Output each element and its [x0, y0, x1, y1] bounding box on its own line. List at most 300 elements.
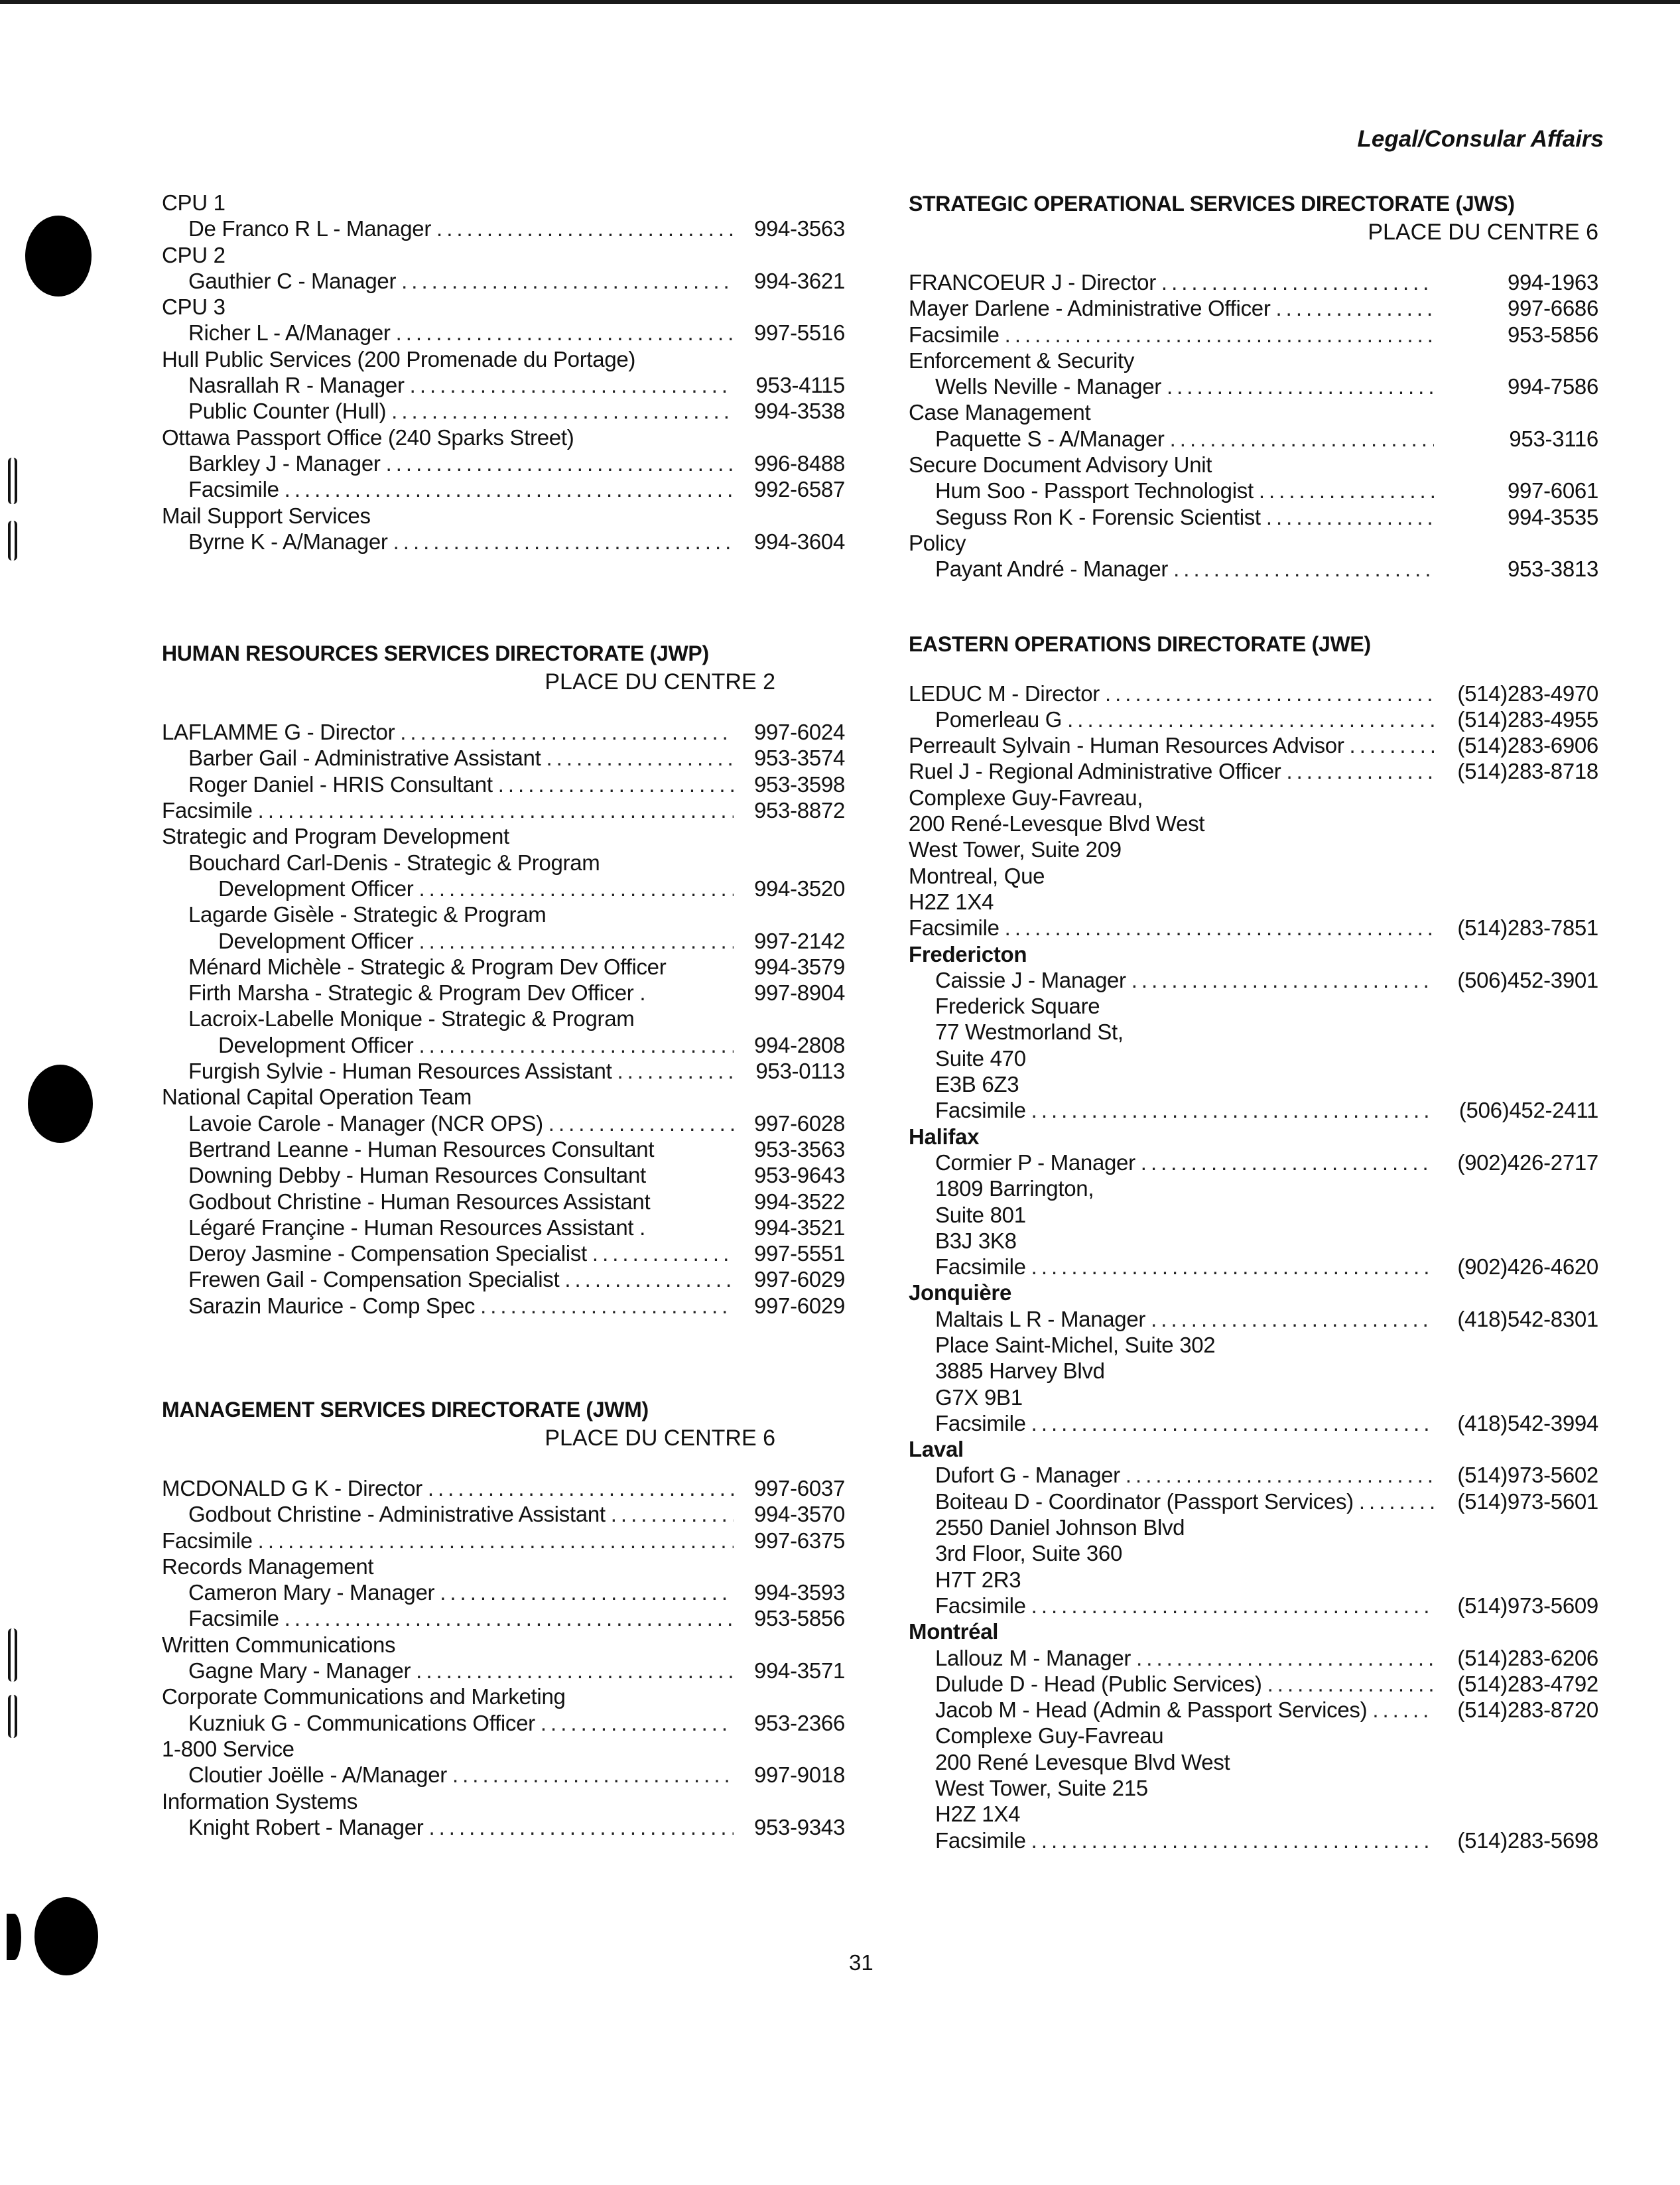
phone-number: (514)283-6906 [1457, 733, 1598, 758]
entry-name: Corporate Communications and Marketing [162, 1684, 566, 1709]
phone-number: 953-3813 [1507, 557, 1598, 582]
entry-name: Gagne Mary - Manager [188, 1658, 411, 1684]
directory-label [909, 1384, 1598, 1410]
phone-number: (902)426-2717 [1457, 1150, 1598, 1175]
phone-number: 994-3593 [753, 1580, 845, 1605]
entry-name: Facsimile [188, 477, 279, 502]
entry-name: Development Officer [218, 1032, 414, 1057]
entry-name: Facsimile [909, 915, 1000, 941]
phone-number: 994-3535 [1507, 504, 1598, 529]
dot-leader [1170, 426, 1434, 452]
entry-name: Knight Robert - Manager [188, 1814, 424, 1839]
binder-clip-mark [8, 1695, 17, 1738]
dot-leader [480, 1293, 734, 1319]
directory-label [162, 1632, 845, 1658]
entry-name: G7X 9B1 [935, 1384, 1023, 1410]
entry-name: Facsimile [162, 798, 253, 823]
phone-number: 994-3520 [753, 876, 845, 901]
entry-name: 1-800 Service [162, 1736, 294, 1761]
directory-label [162, 1684, 845, 1709]
entry-name: Facsimile [935, 1410, 1026, 1435]
dot-leader [419, 876, 734, 901]
phone-number: 997-5551 [753, 1241, 845, 1266]
phone-number: 994-3570 [753, 1502, 845, 1527]
directory-entry [909, 758, 1598, 784]
directory-entry [162, 1528, 845, 1554]
entry-name: Cormier P - Manager [935, 1150, 1135, 1175]
entry-name: Lacroix-Labelle Monique - Strategic & Program [188, 1006, 635, 1031]
directory-label [909, 889, 1598, 915]
phone-number: 994-3521 [753, 1215, 845, 1240]
phone-number: 994-3538 [753, 399, 845, 424]
entry-name: 3rd Floor, Suite 360 [935, 1541, 1123, 1566]
section-title-hr: HUMAN RESOURCES SERVICES DIRECTORATE (JWP) [162, 641, 709, 666]
entry-name: 200 René-Levesque Blvd West [909, 811, 1205, 836]
directory-label [909, 836, 1598, 862]
phone-number: 994-3563 [753, 216, 845, 241]
page-top-edge [0, 0, 1680, 4]
directory-label [162, 850, 845, 876]
entry-name: MCDONALD G K - Director [162, 1475, 422, 1500]
entry-name: Lagarde Gisèle - Strategic & Program [188, 902, 547, 927]
phone-number: (514)283-8718 [1457, 759, 1598, 784]
directory-entry [909, 556, 1598, 582]
entry-name: Pomerleau G [935, 706, 1063, 732]
entry-name: Facsimile [909, 322, 1000, 347]
entry-name: Sarazin Maurice - Comp Spec [188, 1293, 476, 1318]
directory-entry [162, 476, 845, 502]
entry-name: Lallouz M - Manager [935, 1645, 1131, 1670]
directory-entry [162, 771, 845, 797]
entry-name: Downing Debby - Human Resources Consultant [188, 1163, 646, 1188]
entry-name: Mail Support Services [162, 503, 371, 528]
dot-leader [541, 1710, 734, 1736]
entry-name: Policy [909, 530, 966, 555]
directory-entry [909, 681, 1598, 706]
binder-clip-mark [8, 458, 17, 504]
directory-label [909, 452, 1598, 478]
directory-entry [162, 398, 845, 424]
phone-number: 953-3563 [753, 1136, 845, 1161]
running-header: Legal/Consular Affairs [1357, 126, 1604, 152]
dot-leader [258, 1528, 734, 1554]
phone-number: (418)542-8301 [1457, 1306, 1598, 1331]
dot-leader [400, 719, 734, 745]
office-heading [909, 941, 1598, 967]
phone-number: (514)283-4792 [1457, 1671, 1598, 1696]
phone-number: (506)452-3901 [1457, 967, 1598, 992]
entry-name: Lavoie Carole - Manager (NCR OPS) [188, 1110, 543, 1136]
entry-name: Ruel J - Regional Administrative Officer [909, 759, 1281, 784]
directory-entry [909, 1306, 1598, 1332]
entry-name: Complexe Guy-Favreau, [909, 785, 1143, 810]
dot-leader [258, 797, 734, 823]
dot-leader [1266, 504, 1434, 530]
dot-leader [410, 372, 734, 398]
dot-leader [549, 1110, 734, 1136]
binder-hole [28, 1065, 93, 1143]
entry-name: Ottawa Passport Office (240 Sparks Street) [162, 425, 574, 450]
entry-name: Hull Public Services (200 Promenade du Portage) [162, 346, 636, 371]
entry-name: Case Management [909, 400, 1091, 425]
entry-name: Seguss Ron K - Forensic Scientist [935, 504, 1261, 529]
dot-leader [564, 1266, 734, 1292]
entry-name: CPU 2 [162, 242, 226, 267]
directory-entry [162, 719, 845, 745]
entry-name: FRANCOEUR J - Director [909, 270, 1156, 295]
directory-entry [162, 1110, 845, 1136]
phone-number: 997-6061 [1507, 478, 1598, 503]
dot-leader [1031, 1827, 1434, 1853]
directory-entry [162, 1475, 845, 1501]
phone-number: 992-6587 [753, 477, 845, 502]
entry-name: Facsimile [935, 1593, 1026, 1618]
entry-name: Byrne K - A/Manager [188, 529, 388, 554]
phone-number: (514)283-5698 [1457, 1827, 1598, 1853]
phone-number: 997-6686 [1507, 296, 1598, 321]
phone-number: 953-5856 [1507, 322, 1598, 347]
directory-entry [162, 1579, 845, 1605]
directory-entry [909, 1150, 1598, 1175]
directory-entry [162, 1658, 845, 1684]
entry-name: Facsimile [162, 1528, 253, 1553]
phone-number: 994-3579 [753, 954, 845, 979]
directory-label [909, 1202, 1598, 1228]
directory-entry [162, 1189, 845, 1215]
directory-label [162, 1006, 845, 1031]
page-number: 31 [849, 1950, 873, 1975]
directory-entry [162, 954, 845, 980]
right-column [909, 190, 1598, 1853]
directory-entry [162, 1215, 845, 1240]
phone-number: 997-6024 [753, 720, 845, 745]
directory-label [162, 901, 845, 927]
location-sos: PLACE DU CENTRE 6 [1368, 220, 1598, 245]
entry-name: West Tower, Suite 215 [935, 1776, 1148, 1801]
directory-label [909, 399, 1598, 425]
directory-entry [909, 1593, 1598, 1619]
entry-name: Written Communications [162, 1632, 396, 1657]
phone-number: 997-5516 [753, 320, 845, 346]
entry-name: Cameron Mary - Manager [188, 1580, 435, 1605]
entry-name: Jacob M - Head (Admin & Passport Services) [935, 1697, 1368, 1723]
entry-name: West Tower, Suite 209 [909, 837, 1122, 862]
entry-name: Facsimile [935, 1254, 1026, 1280]
dot-leader [1167, 373, 1434, 399]
directory-label [162, 1736, 845, 1762]
directory-entry [909, 373, 1598, 399]
entry-name: E3B 6Z3 [935, 1072, 1019, 1097]
phone-number: 997-6028 [753, 1110, 845, 1136]
entry-name: Frederick Square [935, 994, 1100, 1019]
directory-entry [909, 1254, 1598, 1280]
directory-entry [162, 320, 845, 346]
phone-number: 994-7586 [1507, 374, 1598, 399]
entry-name: Suite 470 [935, 1045, 1026, 1071]
dot-leader [1031, 1097, 1434, 1123]
entry-name: Suite 801 [935, 1202, 1026, 1227]
entry-name: 1809 Barrington, [935, 1176, 1094, 1201]
dot-leader [419, 1032, 734, 1058]
directory-entry [909, 1462, 1598, 1488]
dot-leader [1259, 478, 1434, 503]
directory-label [909, 863, 1598, 889]
phone-number: 994-3621 [753, 268, 845, 293]
directory-entry [909, 967, 1598, 993]
dot-leader [1005, 322, 1434, 348]
dot-leader [1105, 681, 1434, 706]
directory-entry [162, 1710, 845, 1736]
directory-label [162, 425, 845, 450]
entry-name: Montréal [909, 1619, 999, 1644]
entry-name: Facsimile [935, 1827, 1026, 1853]
entry-name: H2Z 1X4 [935, 1802, 1021, 1827]
entry-name: Caissie J - Manager [935, 967, 1126, 992]
entry-name: 200 René Levesque Blvd West [935, 1749, 1230, 1774]
directory-label [909, 348, 1598, 373]
sos-listing [909, 269, 1598, 582]
directory-entry [909, 504, 1598, 530]
directory-entry [909, 478, 1598, 503]
office-heading [909, 1436, 1598, 1462]
directory-label [909, 1045, 1598, 1071]
dot-leader [1126, 1462, 1434, 1488]
directory-label [909, 1071, 1598, 1097]
directory-entry [909, 1097, 1598, 1123]
dot-leader [1031, 1410, 1434, 1436]
directory-label [162, 1554, 845, 1579]
entry-name: CPU 3 [162, 295, 226, 320]
directory-label [909, 811, 1598, 836]
dot-leader [1136, 1645, 1434, 1671]
directory-entry [162, 928, 845, 954]
directory-entry [909, 1671, 1598, 1697]
directory-entry [162, 745, 845, 771]
directory-label [162, 823, 845, 849]
phone-number: (418)542-3994 [1457, 1410, 1598, 1435]
entry-name: B3J 3K8 [935, 1228, 1017, 1253]
entry-name: Ménard Michèle - Strategic & Program Dev Officer [188, 954, 667, 979]
entry-name: Furgish Sylvie - Human Resources Assistant [188, 1059, 612, 1084]
directory-entry [909, 322, 1598, 348]
phone-number: 953-3116 [1509, 426, 1598, 451]
dot-leader [1005, 915, 1434, 941]
directory-entry [909, 1410, 1598, 1436]
dot-leader [1031, 1254, 1434, 1280]
entry-name: Paquette S - A/Manager [935, 426, 1165, 451]
directory-entry [162, 1605, 845, 1631]
entry-name: Information Systems [162, 1788, 358, 1814]
dot-leader [428, 1814, 734, 1840]
dot-leader [1286, 758, 1434, 784]
directory-label [162, 1788, 845, 1814]
entry-name: Bouchard Carl-Denis - Strategic & Program [188, 850, 600, 875]
directory-label [162, 294, 845, 320]
phone-number: 953-2366 [753, 1710, 845, 1735]
dot-leader [452, 1762, 734, 1788]
phone-number: 953-9643 [753, 1163, 845, 1188]
dot-leader [1067, 706, 1434, 732]
dot-leader [546, 745, 734, 771]
phone-number: 997-8904 [753, 980, 845, 1006]
entry-name: Cloutier Joëlle - A/Manager [188, 1762, 447, 1788]
office-heading [909, 1280, 1598, 1305]
ms-listing [162, 1475, 845, 1840]
directory-label [909, 1332, 1598, 1358]
phone-number: 994-1963 [1507, 270, 1598, 295]
dot-leader [1161, 269, 1434, 295]
binder-clip-mark [8, 521, 17, 561]
dot-leader [1151, 1306, 1434, 1332]
phone-number: 994-3522 [753, 1189, 845, 1214]
dot-leader [1372, 1697, 1434, 1723]
directory-label [909, 1514, 1598, 1540]
phone-number: 953-8872 [753, 798, 845, 823]
phone-number: (514)283-8720 [1457, 1697, 1598, 1723]
directory-entry [162, 1136, 845, 1162]
entry-name: Roger Daniel - HRIS Consultant [188, 771, 493, 797]
directory-entry [162, 876, 845, 901]
directory-label [909, 1723, 1598, 1749]
phone-number: 997-6029 [753, 1267, 845, 1292]
directory-entry [162, 1240, 845, 1266]
entry-name: National Capital Operation Team [162, 1085, 472, 1110]
directory-entry [909, 1697, 1598, 1723]
entry-name: Frewen Gail - Compensation Specialist [188, 1267, 560, 1292]
dot-leader [396, 320, 734, 346]
directory-label [162, 503, 845, 529]
directory-entry [909, 732, 1598, 758]
directory-label [909, 1358, 1598, 1384]
phone-number: (514)973-5601 [1457, 1489, 1598, 1514]
dot-leader [416, 1658, 734, 1684]
eo-listing [909, 681, 1598, 1853]
dot-leader [440, 1579, 734, 1605]
directory-entry [909, 706, 1598, 732]
office-heading [909, 1124, 1598, 1150]
directory-entry [909, 269, 1598, 295]
phone-number: 997-9018 [753, 1762, 845, 1788]
entry-name: H7T 2R3 [935, 1567, 1021, 1592]
entry-name: Perreault Sylvain - Human Resources Advisor [909, 733, 1344, 758]
entry-name: Public Counter (Hull) [188, 399, 387, 424]
entry-name: Kuzniuk G - Communications Officer [188, 1710, 535, 1735]
entry-name: Maltais L R - Manager [935, 1306, 1146, 1331]
hr-listing [162, 719, 845, 1319]
entry-name: Fredericton [909, 941, 1027, 966]
dot-leader [498, 771, 734, 797]
directory-entry [909, 915, 1598, 941]
directory-entry [162, 797, 845, 823]
directory-entry [909, 1827, 1598, 1853]
phone-number: 953-5856 [753, 1606, 845, 1631]
dot-leader [1267, 1671, 1434, 1697]
office-heading [909, 1619, 1598, 1644]
binder-clip-mark [8, 1628, 17, 1682]
phone-number: 994-3604 [753, 529, 845, 554]
dot-leader [386, 450, 734, 476]
directory-entry [162, 1162, 845, 1188]
dot-leader [436, 216, 734, 241]
phone-number: 953-3598 [753, 771, 845, 797]
entry-name: Facsimile [188, 1606, 279, 1631]
dot-leader [1359, 1489, 1434, 1514]
entry-name: 3885 Harvey Blvd [935, 1358, 1105, 1384]
phone-number: 997-6375 [753, 1528, 845, 1553]
directory-label [162, 190, 845, 216]
directory-label [162, 242, 845, 268]
directory-entry [162, 1293, 845, 1319]
entry-name: Dulude D - Head (Public Services) [935, 1671, 1262, 1696]
dot-leader [393, 529, 734, 555]
dot-leader [1031, 1593, 1434, 1619]
directory-entry [162, 1058, 845, 1084]
entry-name: Development Officer [218, 876, 414, 901]
entry-name: De Franco R L - Manager [188, 216, 432, 241]
entry-name: Boiteau D - Coordinator (Passport Services) [935, 1489, 1354, 1514]
directory-entry [162, 1501, 845, 1527]
phone-number: 997-6029 [753, 1293, 845, 1318]
phone-number: 953-9343 [753, 1814, 845, 1839]
directory-entry [909, 295, 1598, 321]
entry-name: Bertrand Leanne - Human Resources Consultant [188, 1136, 655, 1161]
entry-name: Dufort G - Manager [935, 1463, 1120, 1488]
entry-name: Hum Soo - Passport Technologist [935, 478, 1254, 503]
directory-label [909, 1019, 1598, 1045]
phone-number: 994-2808 [753, 1032, 845, 1057]
entry-name: Laval [909, 1437, 964, 1462]
entry-name: Records Management [162, 1554, 374, 1579]
directory-label [909, 993, 1598, 1019]
binder-hole [34, 1897, 98, 1975]
entry-name: Barkley J - Manager [188, 450, 381, 476]
directory-label [909, 785, 1598, 811]
entry-name: Facsimile [935, 1098, 1026, 1123]
dot-leader [592, 1240, 734, 1266]
entry-name: Jonquière [909, 1280, 1012, 1305]
directory-entry [162, 1814, 845, 1840]
binder-hole-edge [7, 1914, 21, 1960]
entry-name: Montreal, Que [909, 863, 1045, 888]
phone-number: 997-6037 [753, 1475, 845, 1500]
entry-name: Gauthier C - Manager [188, 268, 397, 293]
entry-name: Wells Neville - Manager [935, 374, 1161, 399]
phone-number: 996-8488 [753, 450, 845, 476]
dot-leader [428, 1475, 734, 1501]
directory-entry [162, 372, 845, 398]
entry-name: 77 Westmorland St, [935, 1020, 1124, 1045]
left-column [162, 190, 845, 1840]
directory-label [162, 346, 845, 372]
phone-number: (514)283-4970 [1457, 681, 1598, 706]
dot-leader [285, 1605, 734, 1631]
phone-number: (902)426-4620 [1457, 1254, 1598, 1280]
entry-name: LEDUC M - Director [909, 681, 1100, 706]
entry-name: Development Officer [218, 928, 414, 953]
dot-leader [419, 928, 734, 954]
phone-number: (514)973-5609 [1457, 1593, 1598, 1618]
phone-number: (514)283-7851 [1457, 915, 1598, 941]
phone-number: 994-3571 [753, 1658, 845, 1684]
entry-name: Godbout Christine - Human Resources Assistant [188, 1189, 651, 1214]
directory-entry [162, 980, 845, 1006]
dot-leader [401, 268, 734, 294]
dot-leader [1173, 556, 1434, 582]
dot-leader [1276, 295, 1434, 321]
directory-label [909, 1801, 1598, 1827]
directory-label [909, 1540, 1598, 1566]
directory-entry [909, 1489, 1598, 1514]
